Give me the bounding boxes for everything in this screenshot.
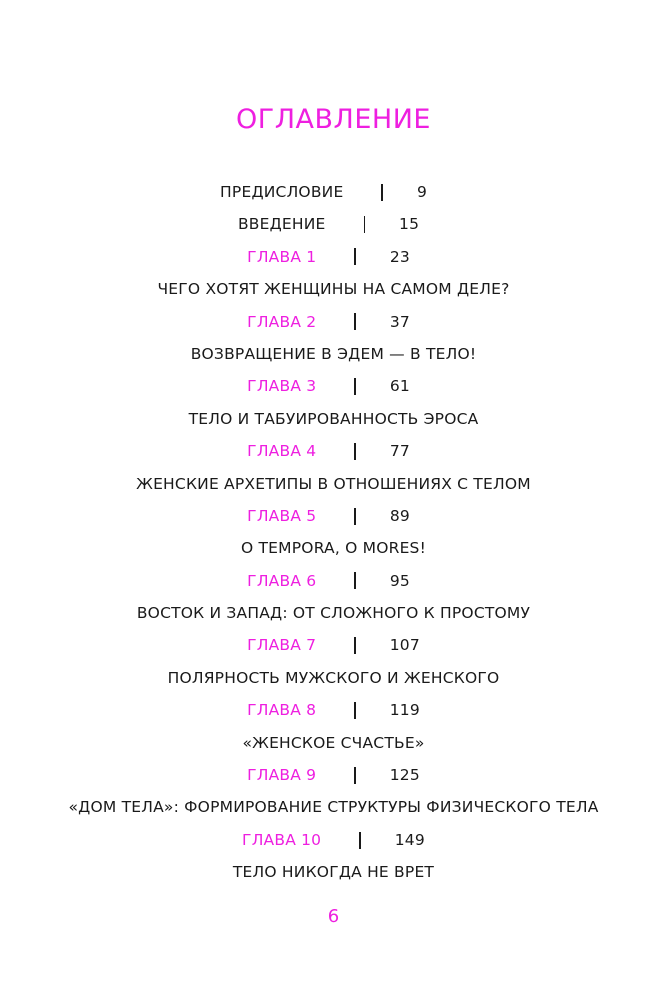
- chapter-title: ЧЕГО ХОТЯТ ЖЕНЩИНЫ НА САМОМ ДЕЛЕ?: [157, 280, 510, 299]
- toc-entry-label: ПРЕДИСЛОВИЕ: [220, 183, 344, 201]
- toc-chapter-2[interactable]: [0, 306, 667, 338]
- toc-page-number: 23: [389, 247, 410, 266]
- separator: [354, 313, 356, 330]
- toc-page-number: 61: [389, 377, 410, 396]
- toc-page-number: 89: [389, 506, 410, 525]
- toc-chapter-9[interactable]: [0, 759, 667, 791]
- chapter-label: ГЛАВА 3: [247, 377, 317, 396]
- chapter-title: ВОЗВРАЩЕНИЕ В ЭДЕМ — В ТЕЛО!: [190, 344, 477, 363]
- toc-chapter-4[interactable]: [0, 435, 667, 467]
- chapter-label: ГЛАВА 6: [247, 571, 317, 590]
- chapter-title: «ДОМ ТЕЛА»: ФОРМИРОВАНИЕ СТРУКТУРЫ ФИЗИЧЕСКОГО ТЕЛА: [68, 798, 599, 817]
- separator: [354, 637, 356, 654]
- toc-page-number: 149: [394, 830, 425, 849]
- separator: [364, 216, 366, 233]
- toc-chapter-6[interactable]: [0, 565, 667, 597]
- chapter-label: ГЛАВА 1: [247, 247, 317, 266]
- chapter-title: ПОЛЯРНОСТЬ МУЖСКОГО И ЖЕНСКОГО: [167, 668, 500, 687]
- toc-page-number: 95: [389, 571, 410, 590]
- chapter-title: ЖЕНСКИЕ АРХЕТИПЫ В ОТНОШЕНИЯХ С ТЕЛОМ: [136, 474, 531, 493]
- toc-page-number: 107: [389, 636, 420, 655]
- toc-page-number: 15: [399, 215, 420, 234]
- toc-chapter-8[interactable]: [0, 694, 667, 726]
- chapter-label: ГЛАВА 5: [247, 506, 317, 525]
- separator: [354, 572, 356, 589]
- separator: [354, 443, 356, 460]
- chapter-label: ГЛАВА 2: [247, 312, 317, 331]
- separator: [381, 184, 383, 201]
- chapter-title: ТЕЛО И ТАБУИРОВАННОСТЬ ЭРОСА: [188, 409, 479, 428]
- toc-chapter-1[interactable]: [0, 241, 667, 273]
- chapter-label: ГЛАВА 9: [247, 766, 317, 785]
- toc-chapter-3[interactable]: [0, 370, 667, 402]
- chapter-label: ГЛАВА 8: [247, 701, 317, 720]
- toc-chapter-7[interactable]: [0, 629, 667, 661]
- toc-page-number: 37: [389, 312, 410, 331]
- table-of-contents: [0, 176, 667, 889]
- chapter-title: O TEMPORA, O MORES!: [240, 539, 427, 558]
- toc-chapter-10[interactable]: [0, 824, 667, 856]
- chapter-title: «ЖЕНСКОЕ СЧАСТЬЕ»: [242, 733, 425, 752]
- separator: [354, 248, 356, 265]
- separator: [359, 832, 361, 849]
- toc-entry-introduction[interactable]: [0, 208, 667, 240]
- chapter-label: ГЛАВА 4: [247, 442, 317, 461]
- toc-page-number: 119: [389, 701, 420, 720]
- chapter-title: ТЕЛО НИКОГДА НЕ ВРЕТ: [232, 863, 435, 882]
- toc-entry-label: ВВЕДЕНИЕ: [237, 215, 326, 234]
- separator: [354, 767, 356, 784]
- toc-page-number: 125: [389, 766, 420, 785]
- toc-entry-preface[interactable]: [0, 176, 667, 208]
- separator: [354, 702, 356, 719]
- page-number: 6: [327, 906, 340, 927]
- chapter-label: ГЛАВА 10: [242, 830, 322, 849]
- separator: [354, 378, 356, 395]
- chapter-title: ВОСТОК И ЗАПАД: ОТ СЛОЖНОГО К ПРОСТОМУ: [136, 604, 531, 623]
- toc-chapter-5[interactable]: [0, 500, 667, 532]
- toc-page-number: 9: [416, 183, 428, 201]
- separator: [354, 508, 356, 525]
- chapter-label: ГЛАВА 7: [247, 636, 317, 655]
- toc-page-number: 77: [389, 442, 410, 461]
- page-title: ОГЛАВЛЕНИЕ: [236, 104, 431, 135]
